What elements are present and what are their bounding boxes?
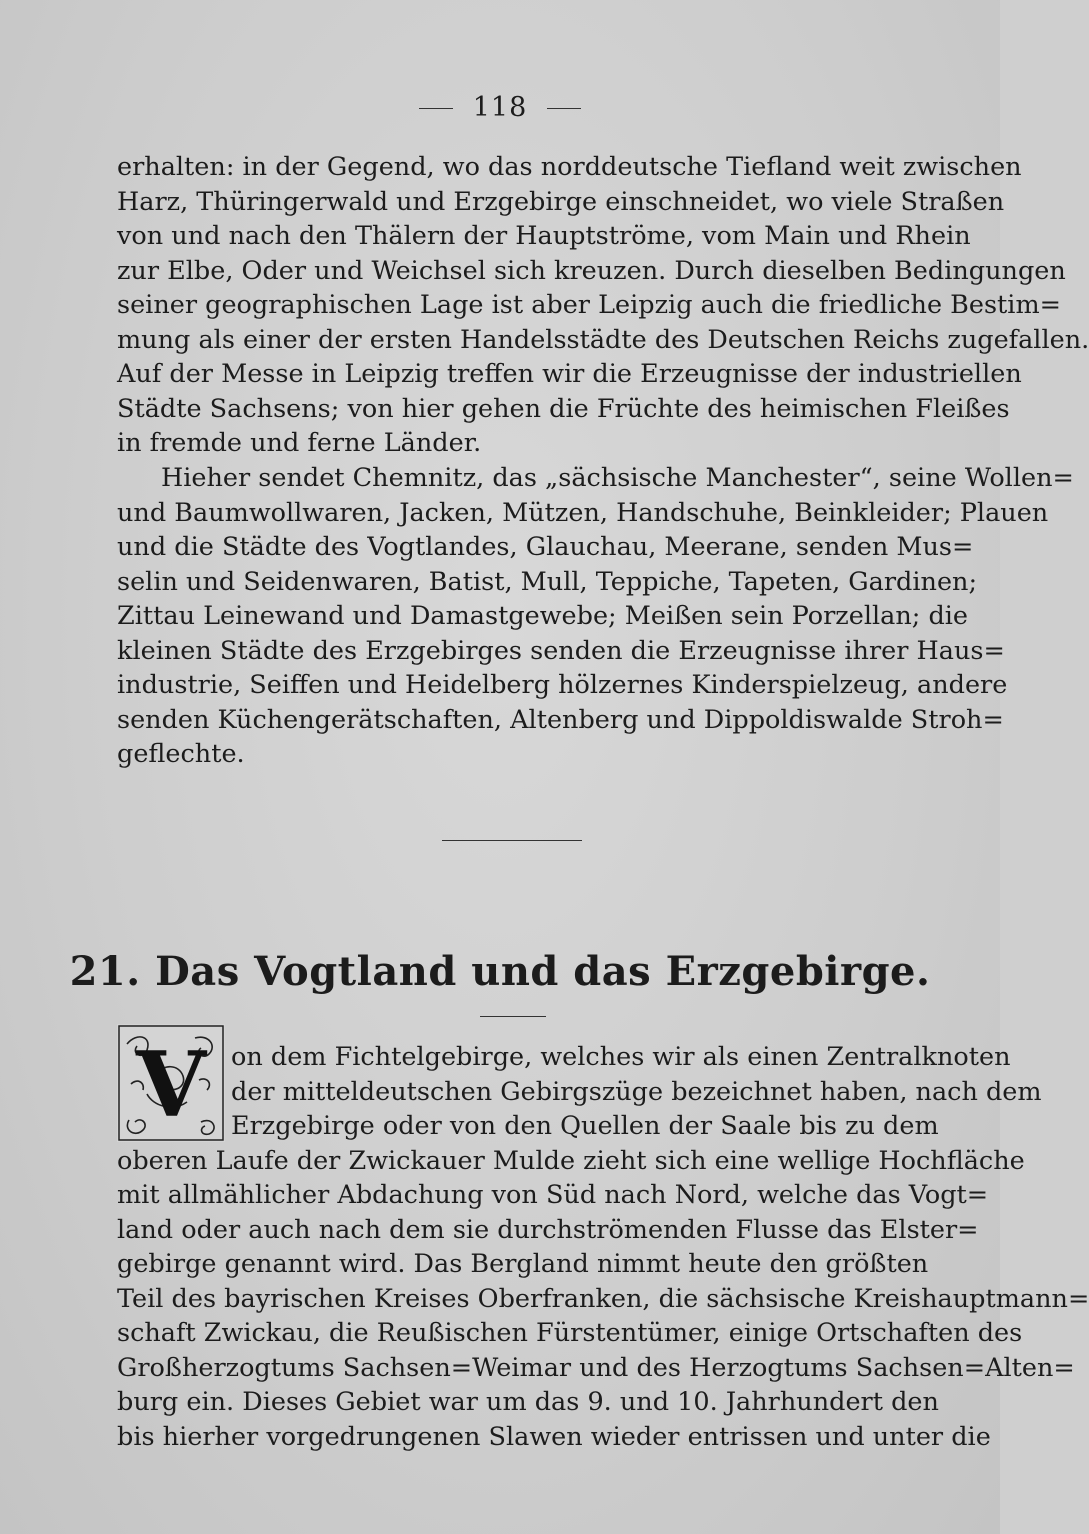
paragraph-2	[117, 461, 1074, 772]
svg-text:V: V	[136, 1032, 206, 1138]
text-line: selin und Seidenwaren, Batist, Mull, Teppiche, Tapeten, Gardinen;	[117, 566, 978, 597]
text-line: und die Städte des Vogtlandes, Glauchau, Meerane, senden Mus=	[117, 532, 974, 562]
text-line: Harz, Thüringerwald und Erzgebirge einschneidet, wo viele Straßen	[117, 186, 1005, 217]
text-line: geflechte.	[117, 739, 245, 769]
text-line: seiner geographischen Lage ist aber Leipzig auch die friedliche Bestim=	[117, 290, 1062, 320]
text-line: und Baumwollwaren, Jacken, Mützen, Handschuhe, Beinkleider; Plauen	[117, 497, 1049, 528]
paragraph-1	[117, 150, 1089, 461]
text-line: industrie, Seiffen und Heidelberg hölzernes Kinderspielzeug, andere	[117, 670, 1008, 700]
text-line: senden Küchengerätschaften, Altenberg und Dippoldiswalde Stroh=	[117, 704, 1004, 735]
text-line: Städte Sachsens; von hier gehen die Früchte des heimischen Fleißes	[117, 393, 1010, 424]
section-divider	[442, 840, 582, 841]
text-line: erhalten: in der Gegend, wo das norddeutsche Tiefland weit zwischen	[117, 152, 1022, 182]
text-line: burg ein. Dieses Gebiet war um das 9. und 10. Jahrhundert den	[117, 1387, 939, 1417]
text-line: von und nach den Thälern der Hauptströme, vom Main und Rhein	[117, 221, 971, 251]
text-line: Hieher sendet Chemnitz, das „sächsische Manchester“, seine Wollen=	[161, 463, 1074, 493]
text-line: Teil des bayrischen Kreises Oberfranken, die sächsische Kreishauptmann=	[117, 1283, 1089, 1314]
text-line: gebirge genannt wird. Das Bergland nimmt heute den größten	[117, 1249, 929, 1279]
left-dash	[419, 108, 453, 109]
paragraph-3	[117, 1040, 1089, 1454]
heading-underline	[480, 1016, 546, 1017]
text-line: on dem Fichtelgebirge, welches wir als einen Zentralknoten	[231, 1042, 1011, 1072]
text-line: Zittau Leinewand und Damastgewebe; Meißen sein Porzellan; die	[117, 601, 969, 631]
page-number-header	[0, 92, 1000, 123]
text-line: zur Elbe, Oder und Weichsel sich kreuzen. Durch dieselben Bedingungen	[117, 255, 1066, 286]
page-number: 118	[472, 92, 528, 123]
text-line: bis hierher vorgedrungenen Slawen wieder entrissen und unter die	[117, 1421, 991, 1452]
chapter-heading: 21. Das Vogtland und das Erzgebirge.	[69, 948, 931, 995]
text-line: kleinen Städte des Erzgebirges senden die Erzeugnisse ihrer Haus=	[117, 635, 1005, 666]
text-line: schaft Zwickau, die Reußischen Fürstentümer, einige Ortschaften des	[117, 1318, 1023, 1348]
text-line: land oder auch nach dem sie durchströmenden Flusse das Elster=	[117, 1214, 979, 1245]
text-line: Auf der Messe in Leipzig treffen wir die Erzeugnisse der industriellen	[117, 359, 1022, 389]
text-line: mung als einer der ersten Handelsstädte des Deutschen Reichs zugefallen.	[117, 324, 1089, 355]
text-line: oberen Laufe der Zwickauer Mulde zieht sich eine wellige Hochfläche	[117, 1145, 1025, 1176]
text-line: Erzgebirge oder von den Quellen der Saale bis zu dem	[231, 1111, 939, 1141]
text-line: in fremde und ferne Länder.	[117, 428, 482, 458]
text-line: mit allmählicher Abdachung von Süd nach Nord, welche das Vogt=	[117, 1180, 989, 1210]
text-line: Großherzogtums Sachsen=Weimar und des Herzogtums Sachsen=Alten=	[117, 1352, 1075, 1383]
right-dash	[547, 108, 581, 109]
text-line: der mitteldeutschen Gebirgszüge bezeichnet haben, nach dem	[231, 1076, 1042, 1107]
